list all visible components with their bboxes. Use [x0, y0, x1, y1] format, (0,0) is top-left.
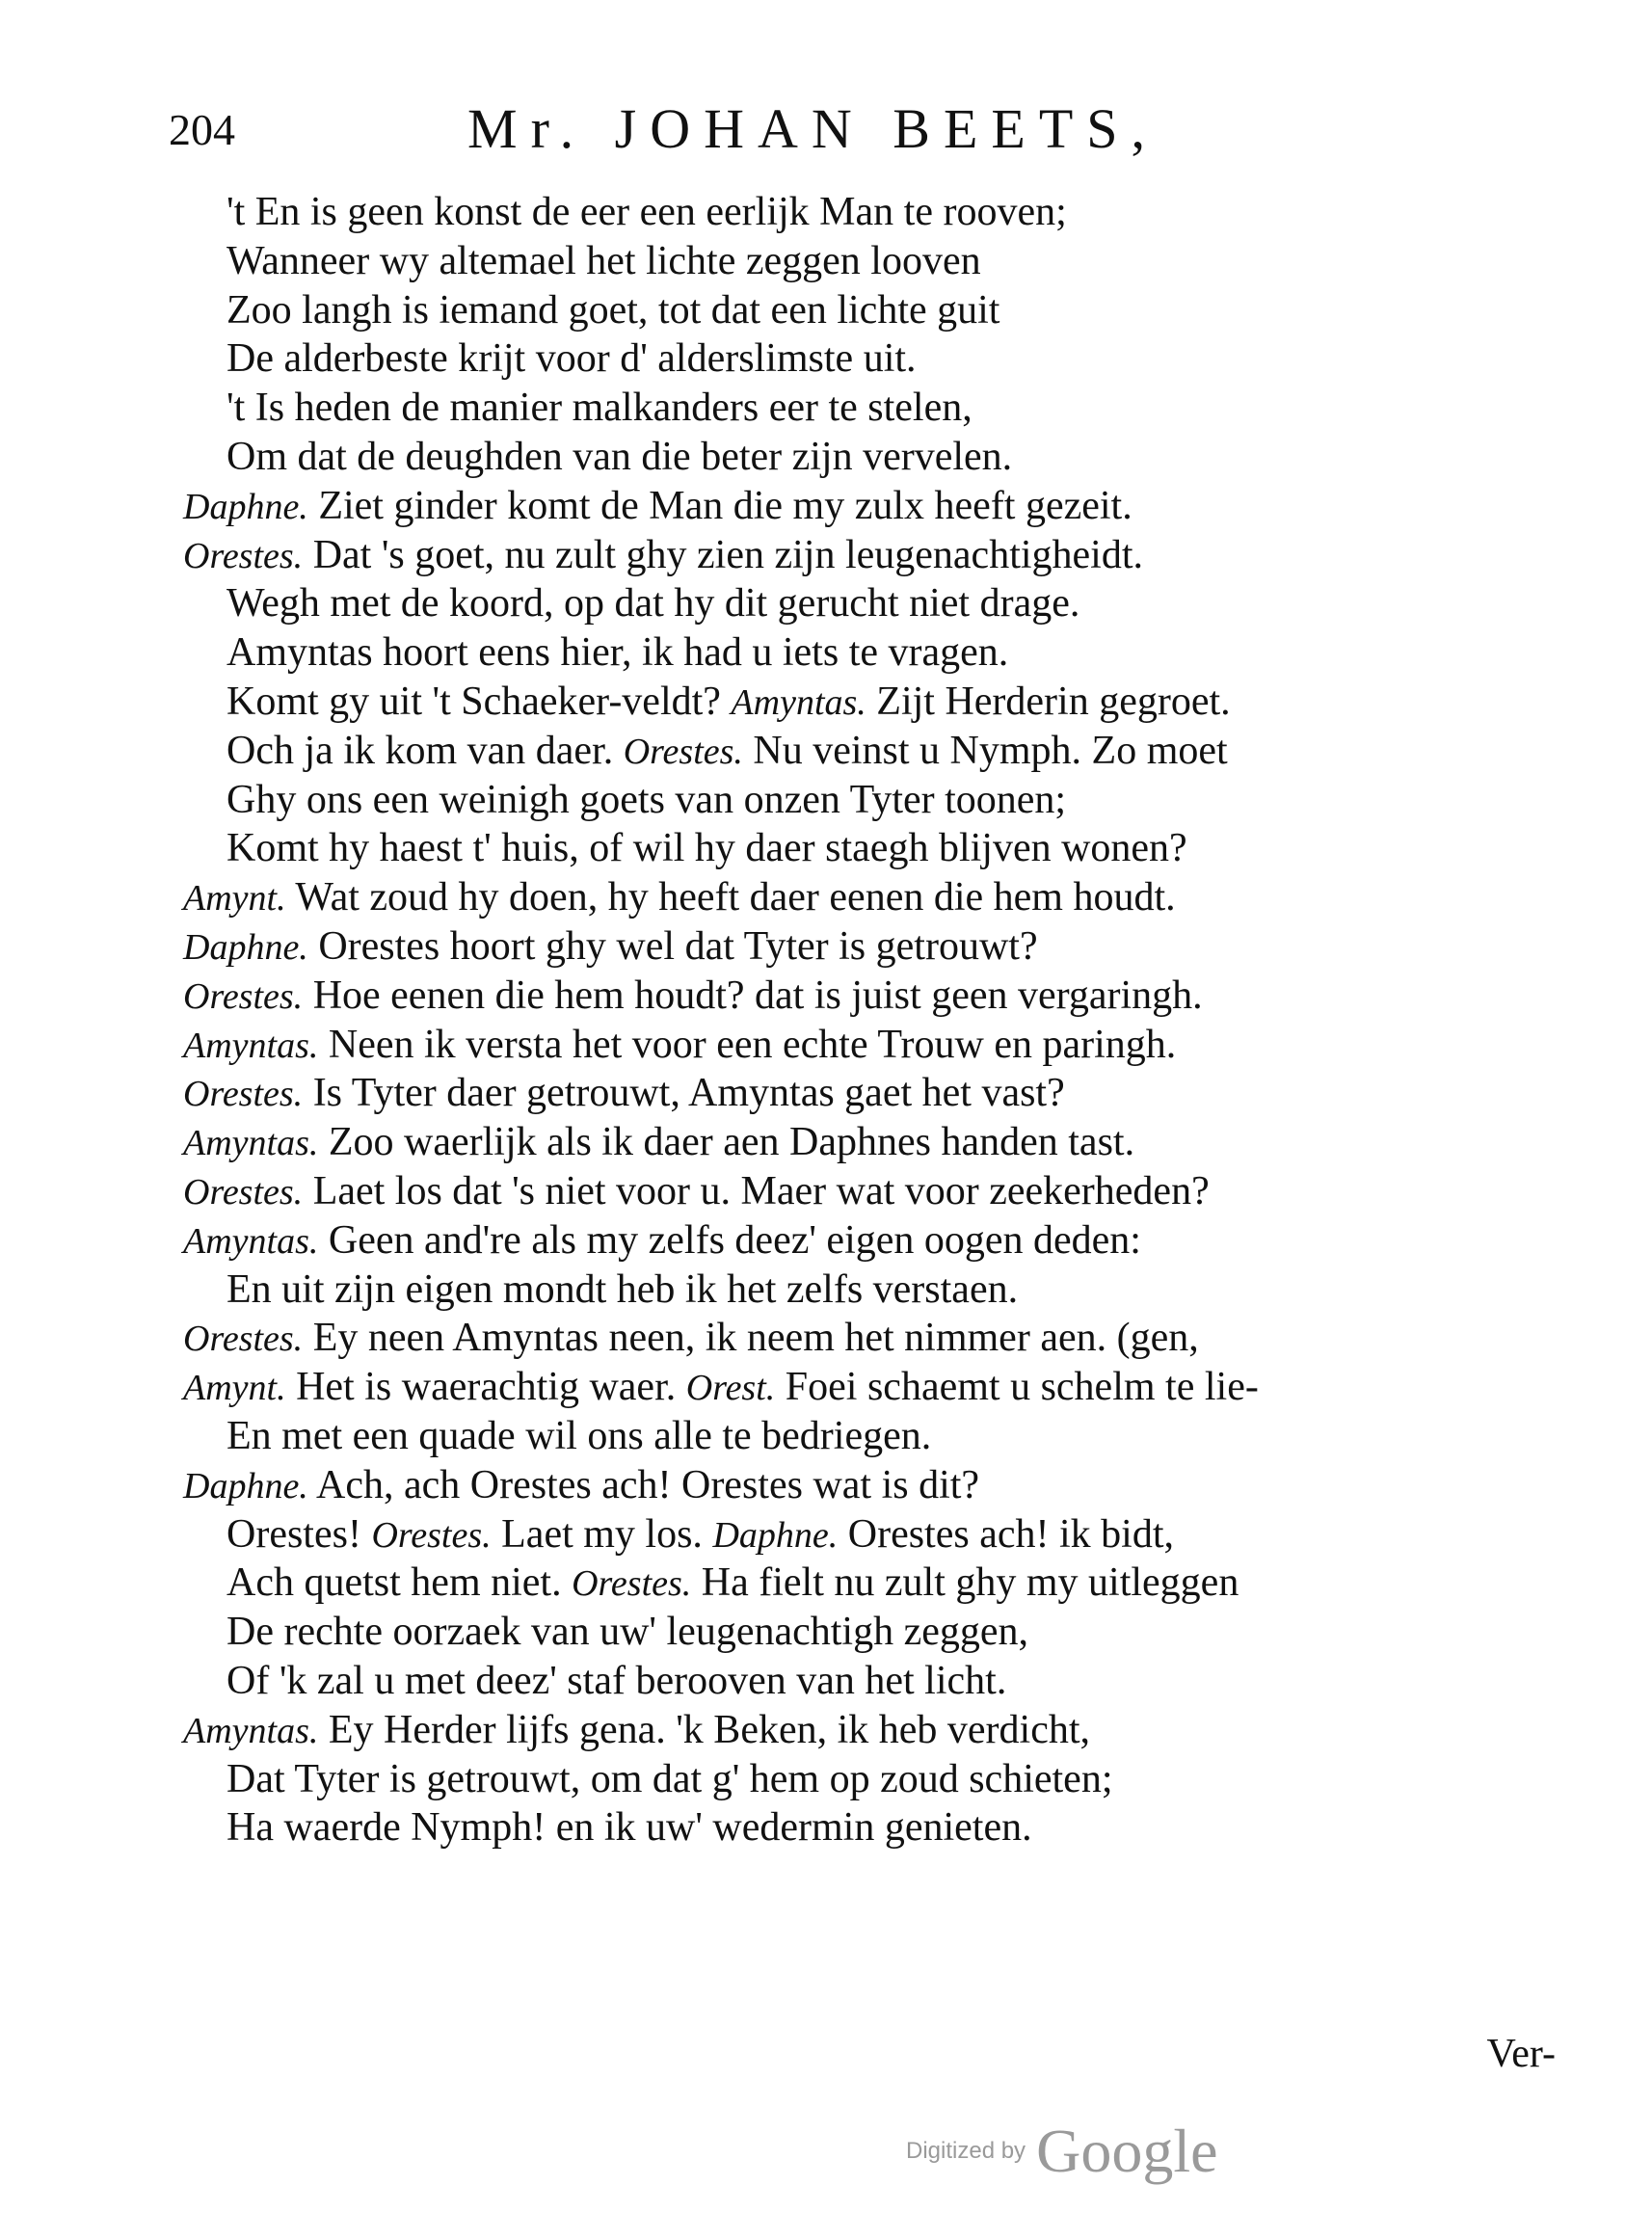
verse-line: [183, 1803, 1571, 1853]
verse-line: [183, 482, 1571, 531]
verse-text-span: Ey neen Amyntas neen, ik neem het nimmer aen. (gen,: [312, 1316, 1199, 1361]
verse-text-span: Wanneer wy altemael het lichte zeggen looven: [226, 238, 981, 283]
verse-text-span: Of 'k zal u met deez' staf berooven van het licht.: [226, 1658, 1007, 1703]
verse-text-span: Hoe eenen die hem houdt? dat is juist geen vergaringh.: [312, 973, 1203, 1018]
verse-line: [183, 1266, 1571, 1315]
verse-text-span: Komt gy uit 't Schaeker-veldt?: [226, 679, 721, 724]
verse-line: [183, 188, 1571, 237]
verse-line: [183, 334, 1571, 384]
verse-text-span: Ey Herder lijfs gena. 'k Beken, ik heb verdicht,: [328, 1707, 1091, 1752]
verse-text-span: Is Tyter daer getrouwt, Amyntas gaet het vast?: [312, 1071, 1065, 1116]
verse-text-span: Wat zoud hy doen, hy heeft daer eenen die hem houdt.: [295, 875, 1176, 920]
verse-text-span: Zoo waerlijk als ik daer aen Daphnes handen tast.: [328, 1120, 1135, 1165]
verse-line: [183, 1510, 1571, 1559]
verse-line: [183, 628, 1571, 678]
page-header: [169, 96, 1557, 164]
verse-line: [183, 873, 1571, 922]
speaker-name: Daphne.: [712, 1514, 839, 1556]
verse-text-span: En met een quade wil ons alle te bedriegen.: [226, 1413, 932, 1458]
verse-line: [183, 1559, 1571, 1608]
catchword: Ver-: [1486, 2032, 1556, 2076]
watermark-logo-text: Google: [1036, 2117, 1218, 2185]
speaker-name: Amynt.: [183, 878, 286, 920]
verse-line: [183, 1069, 1571, 1118]
verse-text-span: Geen and're als my zelfs deez' eigen oogen deden:: [328, 1217, 1141, 1263]
verse-text-span: Neen ik versta het voor een echte Trouw en paringh.: [328, 1022, 1177, 1067]
verse-line: [183, 384, 1571, 433]
page-number: 204: [169, 105, 235, 154]
verse-line: [183, 972, 1571, 1021]
verse-line: [183, 727, 1571, 776]
verse-text-span: Ha fielt nu zult ghy my uitleggen: [701, 1560, 1239, 1606]
verse-text-span: Och ja ik kom van daer.: [226, 728, 614, 773]
speaker-name: Amyntas.: [183, 1025, 319, 1066]
speaker-name: Daphne.: [183, 486, 308, 527]
speaker-name: Orestes.: [183, 535, 304, 576]
verse-text-span: Foei schaemt u schelm te lie-: [785, 1365, 1259, 1410]
verse-text-span: En uit zijn eigen mondt heb ik het zelfs verstaen.: [226, 1266, 1019, 1312]
verse-text-span: Orestes hoort ghy wel dat Tyter is getrouwt?: [318, 923, 1038, 969]
speaker-name: Daphne.: [183, 1465, 308, 1506]
speaker-name: Amynt.: [183, 1368, 286, 1409]
verse-text-span: De alderbeste krijt voor d' alderslimste uit.: [226, 336, 917, 382]
digitized-watermark: [906, 2116, 1218, 2187]
verse-line: [183, 1755, 1571, 1804]
verse-text-span: 't En is geen konst de eer een eerlijk Man te rooven;: [226, 190, 1067, 234]
verse-text-span: Zoo langh is iemand goet, tot dat een lichte guit: [226, 287, 1000, 333]
verse-line: [183, 1021, 1571, 1070]
verse-text-span: Nu veinst u Nymph. Zo moet: [753, 728, 1228, 773]
speaker-name: Daphne.: [183, 926, 308, 968]
verse-text-span: De rechte oorzaek van uw' leugenachtigh zeggen,: [226, 1610, 1029, 1655]
verse-text-span: Ach, ach Orestes ach! Orestes wat is dit?: [316, 1462, 980, 1507]
verse-text-span: Zijt Herderin gegroet.: [876, 679, 1231, 724]
verse-text-span: Ach quetst hem niet.: [226, 1560, 562, 1606]
speaker-name: Orestes.: [183, 1074, 304, 1115]
speaker-name: Orestes.: [183, 1171, 304, 1213]
verse-line: [183, 433, 1571, 482]
verse-text-span: Ziet ginder komt de Man die my zulx heeft gezeit.: [318, 483, 1132, 528]
verse-line: [183, 824, 1571, 873]
verse-text-span: Laet my los.: [501, 1511, 703, 1557]
speaker-name: Orest.: [685, 1368, 776, 1409]
verse-line: [183, 678, 1571, 727]
verse-line: [183, 531, 1571, 580]
speaker-name: Amyntas.: [183, 1123, 319, 1164]
verse-text-span: Orestes!: [226, 1511, 361, 1557]
speaker-name: Orestes.: [371, 1514, 492, 1556]
verse-line: [183, 1657, 1571, 1706]
speaker-name: Orestes.: [623, 731, 743, 772]
watermark-small-text: Digitized by: [906, 2138, 1026, 2164]
verse-line: [183, 776, 1571, 825]
speaker-name: Amyntas.: [731, 681, 866, 723]
verse-line: [183, 1608, 1571, 1657]
verse-text-span: 't Is heden de manier malkanders eer te stelen,: [226, 386, 973, 431]
verse-text-span: Ghy ons een weinigh goets van onzen Tyter toonen;: [226, 777, 1067, 822]
verse-text-span: Om dat de deughden van die beter zijn vervelen.: [226, 434, 1013, 479]
verse-text-span: Dat Tyter is getrouwt, om dat g' hem op zoud schieten;: [226, 1756, 1113, 1801]
verse-line: [183, 1118, 1571, 1167]
verse-text-span: Amyntas hoort eens hier, ik had u iets te vragen.: [226, 630, 1009, 676]
speaker-name: Orestes.: [183, 1319, 304, 1360]
verse-line: [183, 1706, 1571, 1755]
verse-line: [183, 1216, 1571, 1266]
verse-text-span: Wegh met de koord, op dat hy dit gerucht niet drage.: [226, 581, 1080, 626]
verse-text: [183, 188, 1571, 1853]
running-title: Mr. JOHAN BEETS,: [467, 97, 1159, 160]
verse-line: [183, 237, 1571, 286]
verse-line: [183, 1461, 1571, 1510]
verse-text-span: Orestes ach! ik bidt,: [847, 1511, 1174, 1557]
verse-line: [183, 1412, 1571, 1461]
verse-text-span: Het is waerachtig waer.: [296, 1365, 677, 1410]
verse-line: [183, 1314, 1571, 1363]
speaker-name: Amyntas.: [183, 1710, 319, 1751]
verse-line: [183, 922, 1571, 972]
verse-line: [183, 286, 1571, 335]
verse-line: [183, 1167, 1571, 1216]
speaker-name: Orestes.: [572, 1563, 692, 1605]
speaker-name: Amyntas.: [183, 1220, 319, 1262]
verse-line: [183, 1363, 1571, 1412]
verse-text-span: Ha waerde Nymph! en ik uw' wedermin genieten.: [226, 1805, 1032, 1851]
verse-text-span: Komt hy haest t' huis, of wil hy daer staegh blijven wonen?: [226, 826, 1187, 871]
verse-text-span: Laet los dat 's niet voor u. Maer wat voor zeekerheden?: [312, 1168, 1210, 1213]
verse-text-span: Dat 's goet, nu zult ghy zien zijn leugenachtigheidt.: [312, 532, 1144, 577]
verse-line: [183, 579, 1571, 628]
speaker-name: Orestes.: [183, 975, 304, 1017]
